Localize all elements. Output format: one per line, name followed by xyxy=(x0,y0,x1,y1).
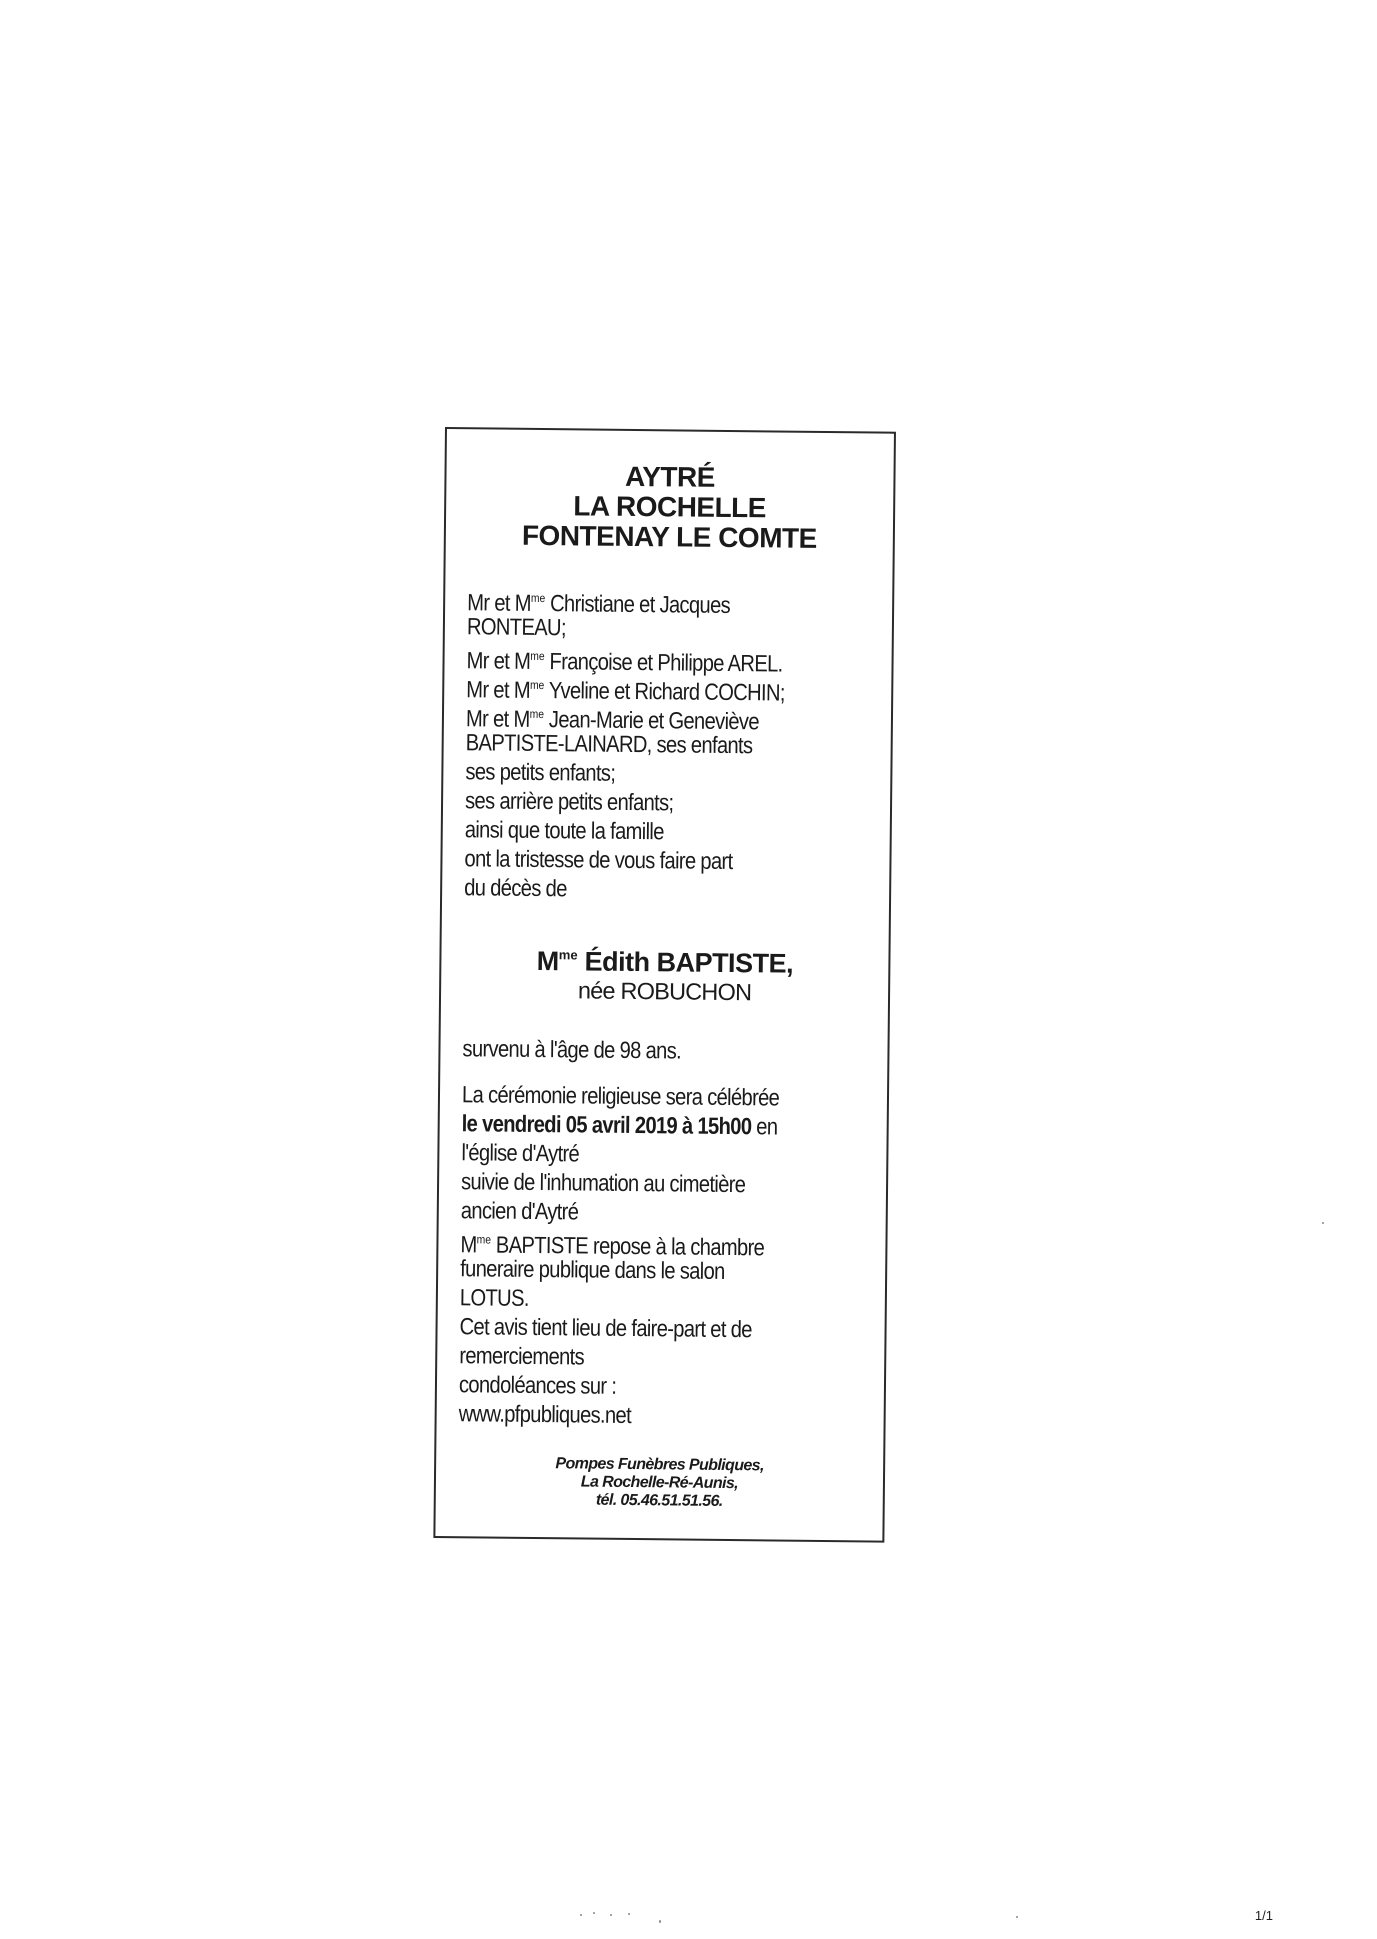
death-notice xyxy=(433,427,896,1543)
age-line: survenu à l'âge de 98 ans. xyxy=(462,1035,682,1064)
deceased-name: $M^{me}$ Édith BAPTISTE, xyxy=(536,945,794,979)
ceremony-line: remerciements xyxy=(459,1342,585,1370)
ceremony-line: funeraire publique dans le salon xyxy=(460,1255,725,1284)
funeral-home-line: Pompes Funèbres Publiques, xyxy=(555,1455,764,1475)
ceremony-line: La cérémonie religieuse sera célébrée xyxy=(461,1081,780,1111)
family-line: ses petits enfants; xyxy=(465,758,616,786)
family-line: ainsi que toute la famille xyxy=(464,816,664,845)
maiden-name: née ROBUCHON xyxy=(577,977,752,1006)
locality-heading: LA ROCHELLE xyxy=(573,490,767,524)
funeral-home-line: tél. 05.46.51.51.56. xyxy=(595,1491,723,1510)
scan-speck xyxy=(1016,1916,1018,1918)
scan-speck xyxy=(1322,1222,1324,1224)
family-line: Mr et $M^{me}$ Christiane et Jacques xyxy=(467,589,731,618)
ceremony-line: $M^{me}$ BAPTISTE repose à la chambre xyxy=(460,1231,765,1261)
family-line: ses arrière petits enfants; xyxy=(464,787,674,816)
family-line: Mr et $M^{me}$ Yveline et Richard COCHIN; xyxy=(466,676,785,706)
ceremony-line: l'église d'Aytré xyxy=(461,1139,580,1167)
scan-speck xyxy=(580,1914,582,1916)
ceremony-line: LOTUS. xyxy=(459,1284,529,1311)
ceremony-line: Cet avis tient lieu de faire-part et de xyxy=(459,1313,752,1343)
ceremony-line: suivie de l'inhumation au cimetière xyxy=(460,1168,746,1198)
page-number: 1/1 xyxy=(1254,1908,1273,1923)
family-line: du décès de xyxy=(464,874,567,902)
family-line: Mr et $M^{me}$ Françoise et Philippe AREL. xyxy=(466,647,783,677)
family-line: Mr et $M^{me}$ Jean-Marie et Geneviève xyxy=(465,705,759,735)
family-line: RONTEAU; xyxy=(466,613,566,641)
scan-speck xyxy=(610,1914,612,1916)
scan-speck xyxy=(628,1913,630,1915)
funeral-home-line: La Rochelle-Ré-Aunis, xyxy=(580,1473,739,1493)
locality-heading: FONTENAY LE COMTE xyxy=(521,519,817,554)
ceremony-line: condoléances sur : xyxy=(458,1371,617,1399)
family-line: ont la tristesse de vous faire part xyxy=(464,845,733,875)
locality-heading: AYTRÉ xyxy=(624,460,716,493)
website-line: www.pfpubliques.net xyxy=(458,1400,632,1429)
scan-speck xyxy=(593,1912,595,1914)
ceremony-line: ancien d'Aytré xyxy=(460,1197,579,1225)
ceremony-date-line: le vendredi 05 avril 2019 à 15h00 en xyxy=(461,1110,778,1140)
scan-speck xyxy=(659,1920,661,1923)
family-line: BAPTISTE-LAINARD, ses enfants xyxy=(465,729,753,759)
